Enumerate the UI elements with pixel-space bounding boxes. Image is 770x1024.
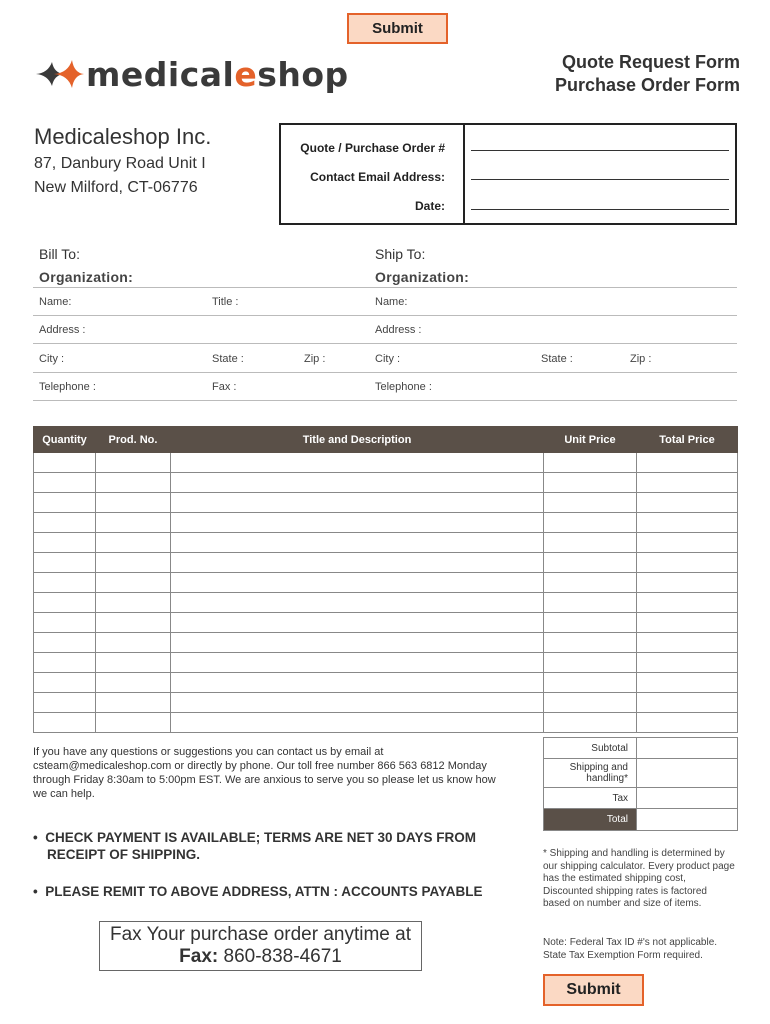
prod-no-cell[interactable] — [96, 673, 171, 693]
description-cell[interactable] — [171, 513, 544, 533]
ship-to-section — [375, 246, 469, 285]
description-cell[interactable] — [171, 453, 544, 473]
description-cell[interactable] — [171, 653, 544, 673]
prod-no-cell[interactable] — [96, 593, 171, 613]
shipping-label: Shipping and handling* — [544, 759, 637, 788]
submit-button-bottom[interactable]: Submit — [543, 974, 644, 1006]
table-row — [34, 693, 738, 713]
quantity-cell[interactable] — [34, 533, 96, 553]
total-price-cell[interactable] — [637, 473, 738, 493]
description-cell[interactable] — [171, 613, 544, 633]
order-number-field[interactable] — [471, 150, 729, 151]
table-row — [34, 573, 738, 593]
quantity-cell[interactable] — [34, 513, 96, 533]
quantity-cell[interactable] — [34, 453, 96, 473]
name-line[interactable] — [33, 315, 737, 316]
unit-price-cell[interactable] — [544, 493, 637, 513]
date-label: Date: — [414, 199, 445, 213]
description-cell[interactable] — [171, 633, 544, 653]
description-cell[interactable] — [171, 493, 544, 513]
address-line[interactable] — [33, 343, 737, 344]
contact-email-label: Contact Email Address: — [310, 170, 445, 184]
prod-no-cell[interactable] — [96, 613, 171, 633]
description-cell[interactable] — [171, 553, 544, 573]
items-table — [33, 426, 738, 733]
ship-to-organization-label: Organization: — [375, 269, 470, 285]
quantity-cell[interactable] — [34, 613, 96, 633]
quantity-cell[interactable] — [34, 593, 96, 613]
unit-price-cell[interactable] — [544, 533, 637, 553]
tax-field[interactable] — [637, 788, 738, 809]
column-header-prod-no: Prod. No. — [96, 427, 171, 453]
date-field[interactable] — [471, 209, 729, 210]
table-row — [34, 633, 738, 653]
table-row — [34, 653, 738, 673]
totals-table — [543, 737, 738, 831]
column-header-unit-price: Unit Price — [544, 427, 637, 453]
company-address-line2: New Milford, CT-06776 — [34, 179, 198, 196]
prod-no-cell[interactable] — [96, 553, 171, 573]
order-number-label: Quote / Purchase Order # — [300, 141, 445, 155]
bill-name-label: Name: — [39, 296, 72, 308]
table-row — [34, 673, 738, 693]
organization-line[interactable] — [33, 287, 737, 288]
quantity-cell[interactable] — [34, 673, 96, 693]
column-header-total-price: Total Price — [637, 427, 738, 453]
logo-wordmark: medicaleshop — [86, 54, 349, 94]
bullet-check-payment: • CHECK PAYMENT IS AVAILABLE; TERMS ARE NET 30 DAYS FROM RECEIPT OF SHIPPING. — [33, 830, 477, 862]
unit-price-cell[interactable] — [544, 513, 637, 533]
tax-note: Note: Federal Tax ID #'s not applicable. State Tax Exemption Form required. — [543, 937, 718, 961]
unit-price-cell[interactable] — [544, 693, 637, 713]
bill-city-label: City : — [39, 353, 65, 365]
prod-no-cell[interactable] — [96, 633, 171, 653]
bill-address-label: Address : — [39, 324, 86, 336]
table-row — [34, 513, 738, 533]
table-row — [34, 593, 738, 613]
description-cell[interactable] — [171, 573, 544, 593]
sparkle-logo-icon — [34, 54, 86, 94]
bill-telephone-label: Telephone : — [39, 381, 96, 393]
unit-price-cell[interactable] — [544, 593, 637, 613]
medicaleshop-logo — [34, 54, 349, 94]
total-field[interactable] — [637, 809, 738, 831]
description-cell[interactable] — [171, 673, 544, 693]
description-cell[interactable] — [171, 713, 544, 733]
tax-label: Tax — [544, 788, 637, 809]
ship-zip-label: Zip : — [630, 353, 652, 365]
ship-city-label: City : — [375, 353, 401, 365]
unit-price-cell[interactable] — [544, 613, 637, 633]
total-price-cell[interactable] — [637, 493, 738, 513]
ship-name-label: Name: — [375, 296, 408, 308]
bill-to-section — [39, 246, 133, 285]
table-row — [34, 533, 738, 553]
prod-no-cell[interactable] — [96, 693, 171, 713]
subtotal-label: Subtotal — [544, 738, 637, 759]
total-price-cell[interactable] — [637, 513, 738, 533]
total-price-cell[interactable] — [637, 593, 738, 613]
bullet-remit-address: • PLEASE REMIT TO ABOVE ADDRESS, ATTN : ACCOUNTS PAYABLE — [33, 884, 483, 899]
total-price-cell[interactable] — [637, 613, 738, 633]
ship-address-label: Address : — [375, 324, 422, 336]
fax-line2: Fax: 860-838-4671 — [179, 946, 342, 967]
table-row — [34, 713, 738, 733]
ship-to-heading: Ship To: — [375, 246, 426, 262]
shipping-note: * Shipping and handling is determined by our shipping calculator. Every product page has the estimated shipping cost, Discounted shipping rates is factored based on number and size of items. — [543, 848, 735, 909]
table-row — [34, 553, 738, 573]
description-cell[interactable] — [171, 693, 544, 713]
description-cell[interactable] — [171, 473, 544, 493]
form-title-po: Purchase Order Form — [554, 75, 740, 95]
total-price-cell[interactable] — [637, 553, 738, 573]
unit-price-cell[interactable] — [544, 473, 637, 493]
bill-to-heading: Bill To: — [39, 246, 80, 262]
prod-no-cell[interactable] — [96, 513, 171, 533]
total-price-cell[interactable] — [637, 533, 738, 553]
bill-zip-label: Zip : — [304, 353, 326, 365]
bill-state-label: State : — [212, 353, 244, 365]
prod-no-cell[interactable] — [96, 453, 171, 473]
prod-no-cell[interactable] — [96, 533, 171, 553]
subtotal-field[interactable] — [637, 738, 738, 759]
unit-price-cell[interactable] — [544, 573, 637, 593]
prod-no-cell[interactable] — [96, 573, 171, 593]
city-line[interactable] — [33, 372, 737, 373]
total-label: Total — [544, 809, 637, 831]
total-price-cell[interactable] — [637, 673, 738, 693]
prod-no-cell[interactable] — [96, 493, 171, 513]
table-row — [34, 613, 738, 633]
column-header-quantity: Quantity — [34, 427, 96, 453]
fax-box — [99, 921, 422, 971]
quantity-cell[interactable] — [34, 493, 96, 513]
unit-price-cell[interactable] — [544, 553, 637, 573]
unit-price-cell[interactable] — [544, 673, 637, 693]
table-row — [34, 493, 738, 513]
unit-price-cell[interactable] — [544, 653, 637, 673]
ship-telephone-label: Telephone : — [375, 381, 432, 393]
bill-fax-label: Fax : — [212, 381, 237, 393]
quantity-cell[interactable] — [34, 693, 96, 713]
contact-paragraph: If you have any questions or suggestions you can contact us by email at csteam@medicaleshop.com or directly by phone. Our toll free number 866 563 6812 Monday through Friday 8:30am to 5:00pm EST. We are anxious to serve you so please let us know how we can help. — [33, 746, 496, 800]
quote-info-box — [279, 123, 737, 225]
unit-price-cell[interactable] — [544, 453, 637, 473]
fax-line1: Fax Your purchase order anytime at — [109, 924, 411, 945]
description-cell[interactable] — [171, 593, 544, 613]
shipping-field[interactable] — [637, 759, 738, 788]
ship-state-label: State : — [541, 353, 573, 365]
column-header-title-description: Title and Description — [171, 427, 544, 453]
total-price-cell[interactable] — [637, 713, 738, 733]
company-address-line1: 87, Danbury Road Unit I — [34, 155, 206, 172]
description-cell[interactable] — [171, 533, 544, 553]
quantity-cell[interactable] — [34, 633, 96, 653]
prod-no-cell[interactable] — [96, 713, 171, 733]
total-price-cell[interactable] — [637, 573, 738, 593]
company-name: Medicaleshop Inc. — [34, 124, 212, 149]
telephone-line[interactable] — [33, 400, 737, 401]
quantity-cell[interactable] — [34, 653, 96, 673]
form-title-quote: Quote Request Form — [561, 52, 740, 72]
contact-email-field[interactable] — [471, 179, 729, 180]
prod-no-cell[interactable] — [96, 653, 171, 673]
quantity-cell[interactable] — [34, 713, 96, 733]
table-row — [34, 453, 738, 473]
unit-price-cell[interactable] — [544, 713, 637, 733]
quantity-cell[interactable] — [34, 473, 96, 493]
total-price-cell[interactable] — [637, 693, 738, 713]
table-row — [34, 473, 738, 493]
bill-to-organization-label: Organization: — [39, 269, 134, 285]
quantity-cell[interactable] — [34, 573, 96, 593]
quantity-cell[interactable] — [34, 553, 96, 573]
total-price-cell[interactable] — [637, 453, 738, 473]
total-price-cell[interactable] — [637, 653, 738, 673]
total-price-cell[interactable] — [637, 633, 738, 653]
prod-no-cell[interactable] — [96, 473, 171, 493]
unit-price-cell[interactable] — [544, 633, 637, 653]
submit-button-top[interactable]: Submit — [347, 13, 448, 44]
bill-title-label: Title : — [212, 296, 239, 308]
